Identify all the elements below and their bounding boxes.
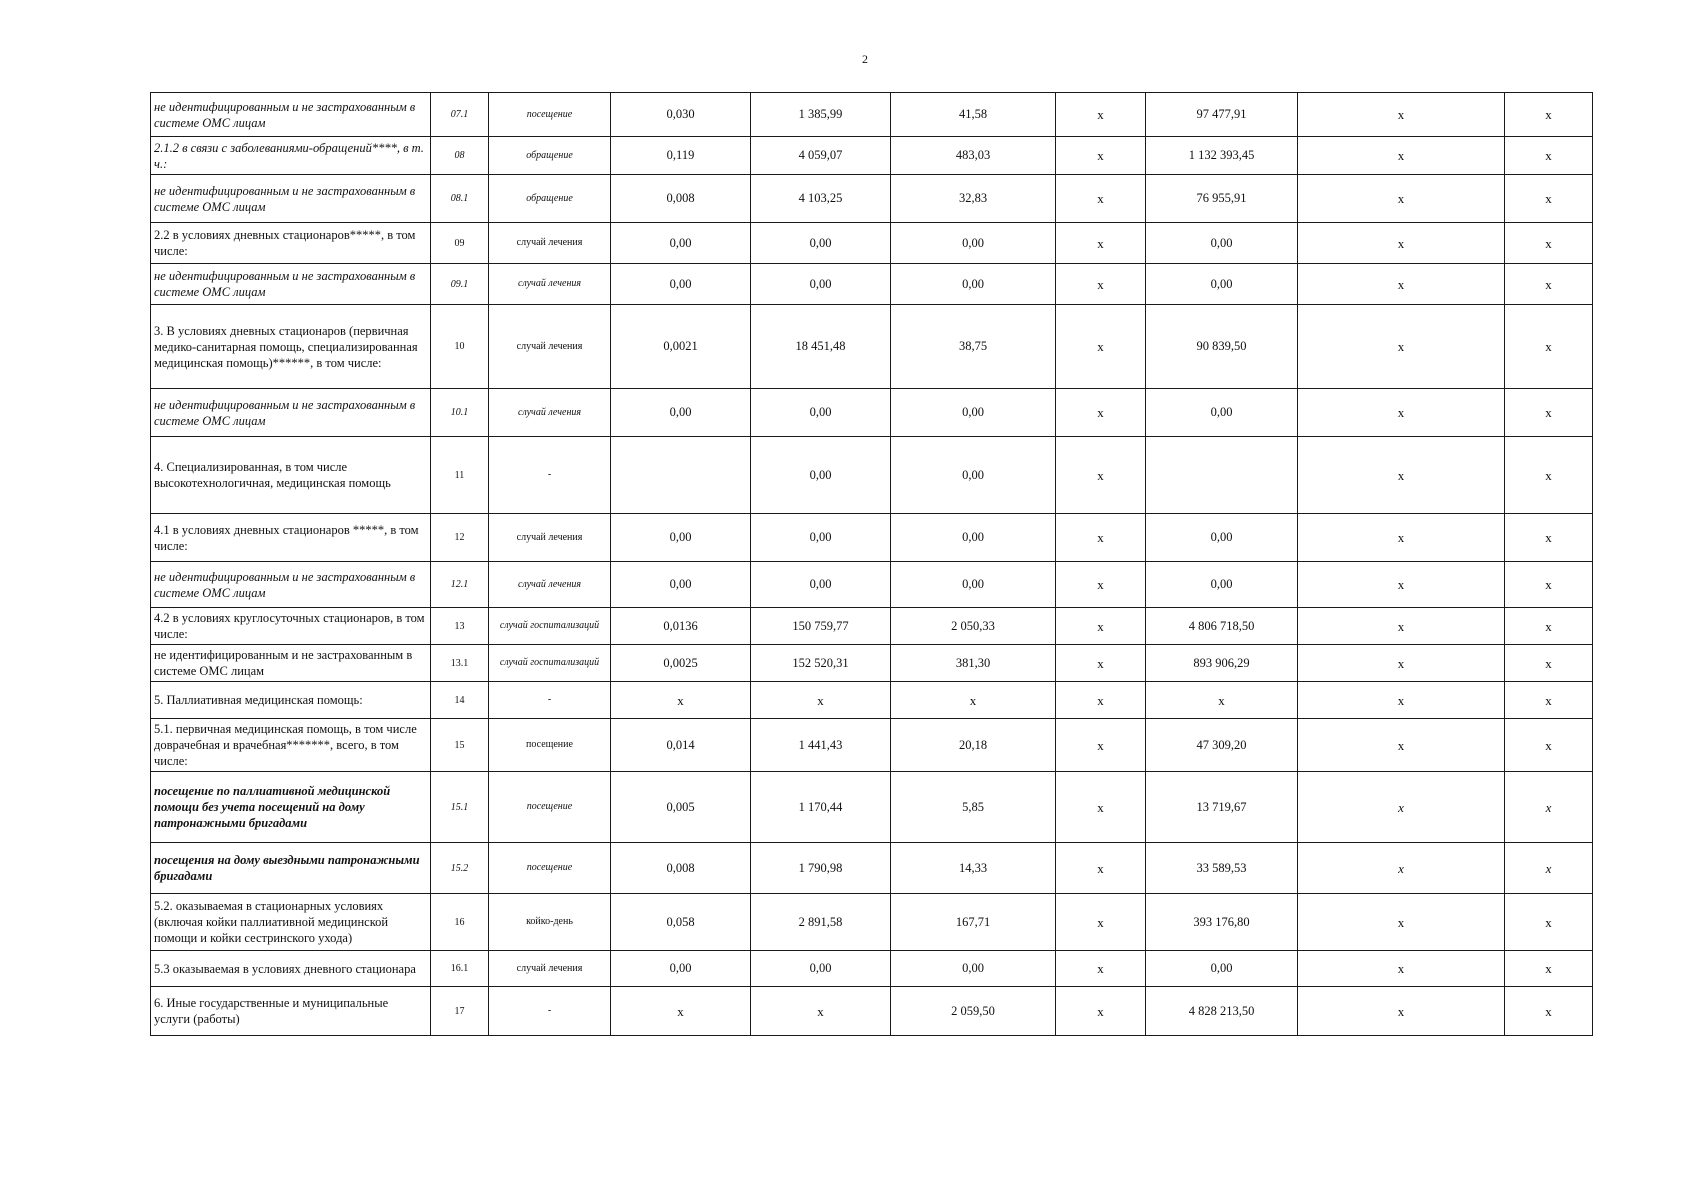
row-unit: случай лечения <box>489 951 611 987</box>
row-per-capita: 0,00 <box>891 389 1056 437</box>
row-unit: случай лечения <box>489 305 611 389</box>
row-cost: 2 891,58 <box>751 894 891 951</box>
row-unit: случай лечения <box>489 223 611 264</box>
row-col7: х <box>1056 305 1146 389</box>
row-unit: случай лечения <box>489 389 611 437</box>
row-per-capita: 14,33 <box>891 843 1056 894</box>
row-unit: - <box>489 987 611 1036</box>
row-col9: х <box>1298 437 1505 514</box>
row-volume: 0,0136 <box>611 608 751 645</box>
row-name: посещения на дому выездными патронажными бригадами <box>151 843 431 894</box>
row-total <box>1146 437 1298 514</box>
page-number: 2 <box>862 52 868 66</box>
row-name: 4. Специализированная, в том числе высокотехнологичная, медицинская помощь <box>151 437 431 514</box>
row-cost: 4 059,07 <box>751 137 891 175</box>
row-col7: х <box>1056 223 1146 264</box>
row-name: 2.2 в условиях дневных стационаров*****, в том числе: <box>151 223 431 264</box>
row-unit: случай лечения <box>489 264 611 305</box>
row-col9: х <box>1298 894 1505 951</box>
table-row <box>151 987 1593 1036</box>
row-volume: 0,00 <box>611 951 751 987</box>
row-total: 0,00 <box>1146 951 1298 987</box>
row-total: 893 906,29 <box>1146 645 1298 682</box>
table-row <box>151 437 1593 514</box>
row-col7: х <box>1056 562 1146 608</box>
row-code: 08 <box>431 137 489 175</box>
row-total: 90 839,50 <box>1146 305 1298 389</box>
table-row <box>151 223 1593 264</box>
row-col10: х <box>1505 389 1593 437</box>
row-name: не идентифицированным и не застрахованным в системе ОМС лицам <box>151 562 431 608</box>
row-total: 13 719,67 <box>1146 772 1298 843</box>
row-cost: х <box>751 682 891 719</box>
row-name: 5.3 оказываемая в условиях дневного стационара <box>151 951 431 987</box>
row-volume: 0,014 <box>611 719 751 772</box>
row-unit: - <box>489 437 611 514</box>
row-name: 4.2 в условиях круглосуточных стационаров, в том числе: <box>151 608 431 645</box>
row-code: 08.1 <box>431 175 489 223</box>
row-name: 3. В условиях дневных стационаров (первичная медико-санитарная помощь, специализированная медицинская помощь)******, в том числе: <box>151 305 431 389</box>
row-col9: х <box>1298 305 1505 389</box>
table-row <box>151 894 1593 951</box>
row-volume: 0,00 <box>611 562 751 608</box>
row-name: не идентифицированным и не застрахованным в системе ОМС лицам <box>151 264 431 305</box>
table-row <box>151 305 1593 389</box>
row-col7: х <box>1056 514 1146 562</box>
row-total: 0,00 <box>1146 223 1298 264</box>
row-total: 393 176,80 <box>1146 894 1298 951</box>
table-row <box>151 682 1593 719</box>
row-name: 5.1. первичная медицинская помощь, в том числе доврачебная и врачебная*******, всего, в том числе: <box>151 719 431 772</box>
row-col7: х <box>1056 93 1146 137</box>
row-per-capita: 5,85 <box>891 772 1056 843</box>
row-col9: х <box>1298 951 1505 987</box>
table-row <box>151 645 1593 682</box>
row-code: 15 <box>431 719 489 772</box>
row-cost: 0,00 <box>751 264 891 305</box>
row-code: 17 <box>431 987 489 1036</box>
row-per-capita: 0,00 <box>891 223 1056 264</box>
row-volume: х <box>611 682 751 719</box>
table-row <box>151 93 1593 137</box>
row-unit: посещение <box>489 93 611 137</box>
row-total: 1 132 393,45 <box>1146 137 1298 175</box>
row-code: 12 <box>431 514 489 562</box>
row-col7: х <box>1056 843 1146 894</box>
row-col9: х <box>1298 223 1505 264</box>
row-total: х <box>1146 682 1298 719</box>
row-col7: х <box>1056 682 1146 719</box>
row-col9: х <box>1298 987 1505 1036</box>
row-volume: 0,00 <box>611 223 751 264</box>
row-volume: 0,005 <box>611 772 751 843</box>
row-col7: х <box>1056 645 1146 682</box>
row-cost: 0,00 <box>751 437 891 514</box>
row-code: 14 <box>431 682 489 719</box>
row-name: посещение по паллиативной медицинской помощи без учета посещений на дому патронажными бригадами <box>151 772 431 843</box>
row-per-capita: 0,00 <box>891 951 1056 987</box>
row-code: 10.1 <box>431 389 489 437</box>
table-row <box>151 719 1593 772</box>
row-cost: 1 385,99 <box>751 93 891 137</box>
row-name: 5. Паллиативная медицинская помощь: <box>151 682 431 719</box>
row-col10: х <box>1505 223 1593 264</box>
row-col7: х <box>1056 437 1146 514</box>
row-col10: х <box>1505 772 1593 843</box>
row-unit: посещение <box>489 719 611 772</box>
row-col9: х <box>1298 137 1505 175</box>
row-total: 0,00 <box>1146 562 1298 608</box>
row-total: 0,00 <box>1146 389 1298 437</box>
row-name: 2.1.2 в связи с заболеваниями-обращений****, в т. ч.: <box>151 137 431 175</box>
row-col9: х <box>1298 772 1505 843</box>
row-per-capita: 0,00 <box>891 514 1056 562</box>
row-name: не идентифицированным и не застрахованным в системе ОМС лицам <box>151 93 431 137</box>
table-row <box>151 389 1593 437</box>
row-unit: обращение <box>489 175 611 223</box>
table-row <box>151 562 1593 608</box>
row-col7: х <box>1056 894 1146 951</box>
row-volume: х <box>611 987 751 1036</box>
row-total: 4 806 718,50 <box>1146 608 1298 645</box>
row-code: 09 <box>431 223 489 264</box>
table-row <box>151 514 1593 562</box>
row-per-capita: 32,83 <box>891 175 1056 223</box>
table-row <box>151 137 1593 175</box>
row-col7: х <box>1056 137 1146 175</box>
row-total: 33 589,53 <box>1146 843 1298 894</box>
row-cost: 4 103,25 <box>751 175 891 223</box>
row-col7: х <box>1056 389 1146 437</box>
row-unit: посещение <box>489 843 611 894</box>
row-name: 6. Иные государственные и муниципальные услуги (работы) <box>151 987 431 1036</box>
row-cost: 0,00 <box>751 223 891 264</box>
row-unit: случай госпитализаций <box>489 608 611 645</box>
row-col10: х <box>1505 305 1593 389</box>
row-cost: 1 170,44 <box>751 772 891 843</box>
row-col10: х <box>1505 608 1593 645</box>
row-col9: х <box>1298 264 1505 305</box>
row-col9: х <box>1298 645 1505 682</box>
row-name: 4.1 в условиях дневных стационаров *****, в том числе: <box>151 514 431 562</box>
row-name: не идентифицированным и не застрахованным в системе ОМС лицам <box>151 175 431 223</box>
row-per-capita: 2 059,50 <box>891 987 1056 1036</box>
row-col7: х <box>1056 951 1146 987</box>
row-cost: 0,00 <box>751 389 891 437</box>
row-per-capita: 381,30 <box>891 645 1056 682</box>
row-col7: х <box>1056 264 1146 305</box>
row-cost: 1 441,43 <box>751 719 891 772</box>
row-code: 16 <box>431 894 489 951</box>
row-col7: х <box>1056 719 1146 772</box>
row-col7: х <box>1056 772 1146 843</box>
row-code: 09.1 <box>431 264 489 305</box>
row-per-capita: 167,71 <box>891 894 1056 951</box>
row-col7: х <box>1056 987 1146 1036</box>
row-col10: х <box>1505 894 1593 951</box>
row-volume: 0,119 <box>611 137 751 175</box>
row-total: 0,00 <box>1146 264 1298 305</box>
row-volume: 0,00 <box>611 264 751 305</box>
row-code: 10 <box>431 305 489 389</box>
row-col10: х <box>1505 645 1593 682</box>
row-volume: 0,008 <box>611 843 751 894</box>
row-volume: 0,0021 <box>611 305 751 389</box>
row-col9: х <box>1298 608 1505 645</box>
row-unit: обращение <box>489 137 611 175</box>
row-cost: 18 451,48 <box>751 305 891 389</box>
row-cost: 0,00 <box>751 514 891 562</box>
row-volume: 0,00 <box>611 514 751 562</box>
financing-table <box>150 92 1593 1036</box>
row-unit: случай госпитализаций <box>489 645 611 682</box>
row-per-capita: 483,03 <box>891 137 1056 175</box>
row-total: 0,00 <box>1146 514 1298 562</box>
row-per-capita: 0,00 <box>891 437 1056 514</box>
row-volume: 0,058 <box>611 894 751 951</box>
row-per-capita: 41,58 <box>891 93 1056 137</box>
row-code: 11 <box>431 437 489 514</box>
row-col10: х <box>1505 719 1593 772</box>
row-code: 15.1 <box>431 772 489 843</box>
row-col10: х <box>1505 514 1593 562</box>
row-col10: х <box>1505 264 1593 305</box>
row-cost: х <box>751 987 891 1036</box>
row-code: 12.1 <box>431 562 489 608</box>
table-row <box>151 772 1593 843</box>
row-col10: х <box>1505 562 1593 608</box>
row-unit: - <box>489 682 611 719</box>
row-cost: 0,00 <box>751 562 891 608</box>
table-row <box>151 843 1593 894</box>
row-col9: х <box>1298 93 1505 137</box>
row-col9: х <box>1298 719 1505 772</box>
row-col10: х <box>1505 951 1593 987</box>
row-volume: 0,030 <box>611 93 751 137</box>
row-col9: х <box>1298 843 1505 894</box>
row-per-capita: 0,00 <box>891 264 1056 305</box>
row-col10: х <box>1505 682 1593 719</box>
row-name: не идентифицированным и не застрахованным в системе ОМС лицам <box>151 389 431 437</box>
row-unit: случай лечения <box>489 514 611 562</box>
row-volume: 0,00 <box>611 389 751 437</box>
row-col9: х <box>1298 562 1505 608</box>
row-col10: х <box>1505 843 1593 894</box>
row-volume: 0,0025 <box>611 645 751 682</box>
row-name: не идентифицированным и не застрахованным в системе ОМС лицам <box>151 645 431 682</box>
row-cost: 0,00 <box>751 951 891 987</box>
row-col7: х <box>1056 175 1146 223</box>
row-per-capita: 20,18 <box>891 719 1056 772</box>
row-col10: х <box>1505 175 1593 223</box>
row-name: 5.2. оказываемая в стационарных условиях (включая койки паллиативной медицинской помощи и койки сестринского ухода) <box>151 894 431 951</box>
row-col9: х <box>1298 682 1505 719</box>
row-per-capita: х <box>891 682 1056 719</box>
row-per-capita: 2 050,33 <box>891 608 1056 645</box>
row-col7: х <box>1056 608 1146 645</box>
row-col10: х <box>1505 987 1593 1036</box>
row-total: 47 309,20 <box>1146 719 1298 772</box>
row-code: 15.2 <box>431 843 489 894</box>
row-col10: х <box>1505 137 1593 175</box>
table-row <box>151 608 1593 645</box>
row-unit: койко-день <box>489 894 611 951</box>
row-cost: 150 759,77 <box>751 608 891 645</box>
row-code: 16.1 <box>431 951 489 987</box>
row-per-capita: 38,75 <box>891 305 1056 389</box>
row-col10: х <box>1505 93 1593 137</box>
row-cost: 152 520,31 <box>751 645 891 682</box>
row-col10: х <box>1505 437 1593 514</box>
row-total: 76 955,91 <box>1146 175 1298 223</box>
row-col9: х <box>1298 175 1505 223</box>
row-per-capita: 0,00 <box>891 562 1056 608</box>
row-cost: 1 790,98 <box>751 843 891 894</box>
row-code: 13 <box>431 608 489 645</box>
row-code: 13.1 <box>431 645 489 682</box>
table-row <box>151 951 1593 987</box>
row-col9: х <box>1298 389 1505 437</box>
row-volume: 0,008 <box>611 175 751 223</box>
table-row <box>151 264 1593 305</box>
row-unit: посещение <box>489 772 611 843</box>
row-col9: х <box>1298 514 1505 562</box>
row-volume <box>611 437 751 514</box>
row-total: 4 828 213,50 <box>1146 987 1298 1036</box>
row-total: 97 477,91 <box>1146 93 1298 137</box>
row-code: 07.1 <box>431 93 489 137</box>
table-row <box>151 175 1593 223</box>
row-unit: случай лечения <box>489 562 611 608</box>
